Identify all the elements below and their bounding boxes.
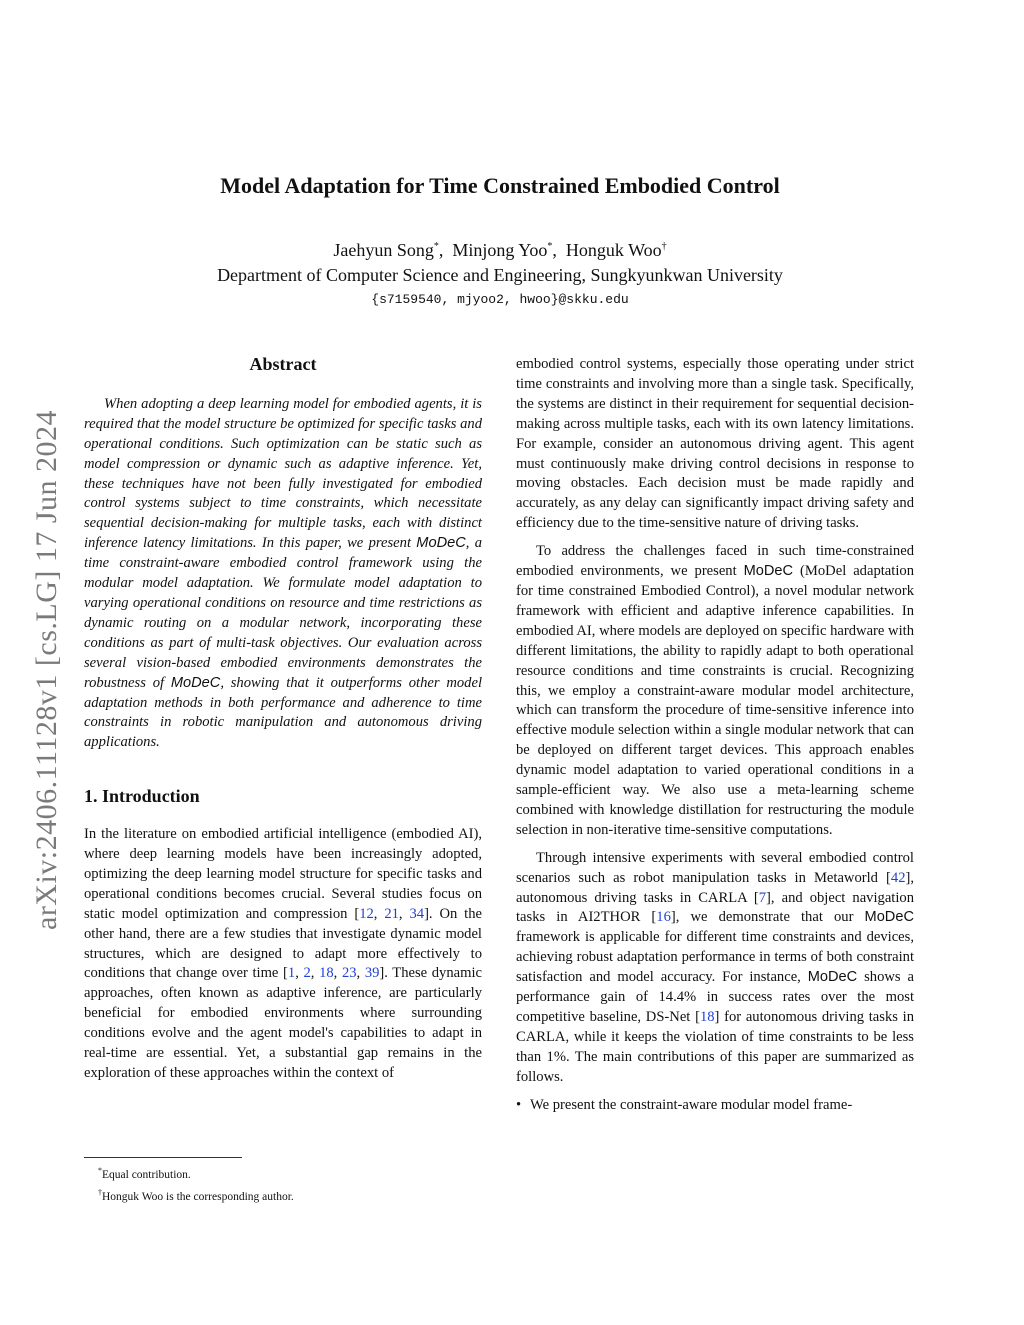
abstract-heading: Abstract (249, 354, 317, 374)
author-list: Jaehyun Song*, Minjong Yoo*, Honguk Woo† (333, 240, 667, 260)
footnote-equal-contribution: *Equal contribution. (98, 1166, 191, 1181)
footnote-corresponding-author: †Honguk Woo is the corresponding author. (98, 1187, 294, 1203)
arxiv-identifier-stamp: arXiv:2406.11128v1 [cs.LG] 17 Jun 2024 (30, 409, 63, 930)
citation-link[interactable]: 23 (341, 965, 357, 982)
citation-link[interactable]: 39 (364, 965, 380, 982)
citation-link[interactable]: 21 (384, 905, 399, 922)
right-column (516, 355, 914, 1116)
citation-link[interactable]: 18 (319, 965, 334, 982)
left-column (84, 355, 482, 1092)
bullet-marker: • (516, 1096, 522, 1113)
method-name: MoDeC (416, 535, 466, 552)
author-emails: {s7159540, mjyoo2, hwoo}@skku.edu (371, 292, 629, 307)
equal-contribution-mark: * (433, 241, 439, 252)
author-name: Minjong Yoo (452, 240, 548, 260)
citation-link[interactable]: 34 (409, 905, 425, 922)
affiliation: Department of Computer Science and Engineering, Sungkyunkwan University (217, 265, 783, 285)
citation-link[interactable]: 42 (890, 869, 906, 886)
method-name: MoDeC (170, 674, 221, 691)
citation-link[interactable]: 16 (656, 909, 671, 926)
abstract-text: When adopting a deep learning model for embodied agents, it is required that the model structure be optimized for specific tasks and operational conditions. Such optimization can be static such as model compression or dynamic such as adaptive inference. Yet, these techniques have not been fully investigated for embodied control systems subject to time constraints, which necessitate sequential decision-making for multiple tasks, each with distinct inference latency limitations. In this paper, we present MoDeC, a time constraint-aware embodied control framework using the modular model adaptation. We formulate model adaptation to varying operational conditions on resource and time restrictions as dynamic routing on a modular network, incorporating these conditions as part of multi-task objectives. Our evaluation across several vision-based embodied environments demonstrates the robustness of MoDeC, showing that it outperforms other model adaptation methods in both performance and adherence to time constraints in robotic manipulation and autonomous driving applications. (84, 395, 483, 751)
contribution-bullet: • We present the constraint-aware modular model frame- (516, 1096, 914, 1116)
footnotes (98, 1162, 478, 1206)
author-name: Honguk Woo (565, 240, 662, 260)
paper-title: Model Adaptation for Time Constrained Embodied Control (220, 173, 780, 198)
method-name: MoDeC (864, 909, 914, 926)
citation-link[interactable]: 12 (359, 905, 374, 922)
citation-link[interactable]: 18 (699, 1009, 715, 1025)
method-name: MoDeC (807, 969, 858, 986)
section-heading-introduction: 1. Introduction (84, 786, 200, 807)
intro-paragraph-2: To address the challenges faced in such time-constrained embodied environments, we present MoDeC (MoDel adaptation for time constrained Embodied Control), a novel modular network framework with efficient and adaptive inference capabilities. In embodied AI, where models are deployed on specific hardware with different limitations, the ability to rapidly adapt to both operational resource conditions and time constraints is crucial. Recognizing this, we employ a constraint-aware modular model architecture, which can transform the procedure of time-sensitive inference into effective module selection within a single modular network that can be deployed on different target devices. This approach enables dynamic model adaptation to varied operational conditions in a sample-efficient way. We also use a meta-learning scheme combined with knowledge distillation for restructuring the module selection in non-iterative time-sensitive computations. (516, 543, 914, 838)
method-name: MoDeC (743, 563, 794, 580)
citation-link[interactable]: 7 (758, 889, 767, 906)
equal-contribution-mark: * (547, 241, 553, 252)
author-name: Jaehyun Song (333, 240, 434, 260)
intro-paragraph-3: Through intensive experiments with several embodied control scenarios such as robot manipulation tasks in Metaworld [42], autonomous driving tasks in CARLA [7], and object navigation tasks in AI2THOR [16], we demonstrate that our MoDeC framework is applicable for different time constraints and devices, achieving robust adaptation performance in terms of both constraint satisfaction and model accuracy. For instance, MoDeC shows a performance gain of 14.4% in success rates over the most competitive baseline, DS-Net [18] for autonomous driving tasks in CARLA, while it keeps the violation of time constraints to be less than 1%. The main contributions of this paper are summarized as follows. (516, 849, 914, 1085)
intro-paragraph-1-continued: embodied control systems, especially those operating under strict time constraints and involving more than a single task. Specifically, the systems are distinct in their requirement for sequential decision-making across multiple tasks, each with its own latency limitations. For example, consider an autonomous driving agent. This agent must continuously make driving control decisions in response to moving obstacles. Each decision must be made rapidly and accurately, as any delay can significantly impact driving safety and efficiency due to the time-sensitive nature of driving tasks. (516, 356, 914, 532)
intro-paragraph-1: In the literature on embodied artificial intelligence (embodied AI), where deep learning models have been increasingly adopted, optimizing the deep learning model structure for specific tasks and operational conditions becomes crucial. Several studies focus on static model optimization and compression [12, 21, 34]. On the other hand, there are a few studies that investigate dynamic model structures, which are designed to adapt more effectively to conditions that change over time [1, 2, 18, 23, 39]. These dynamic approaches, often known as adaptive inference, are particularly beneficial for embodied environments where surrounding conditions evolve and the agent model's capabilities to adapt in real-time are essential. Yet, a substantial gap remains in the exploration of these approaches within the context of (84, 826, 483, 1081)
citation-link[interactable]: 1 (287, 965, 296, 982)
footnote-divider (84, 1157, 242, 1158)
corresponding-author-mark: † (661, 241, 667, 252)
citation-link[interactable]: 2 (303, 965, 311, 982)
